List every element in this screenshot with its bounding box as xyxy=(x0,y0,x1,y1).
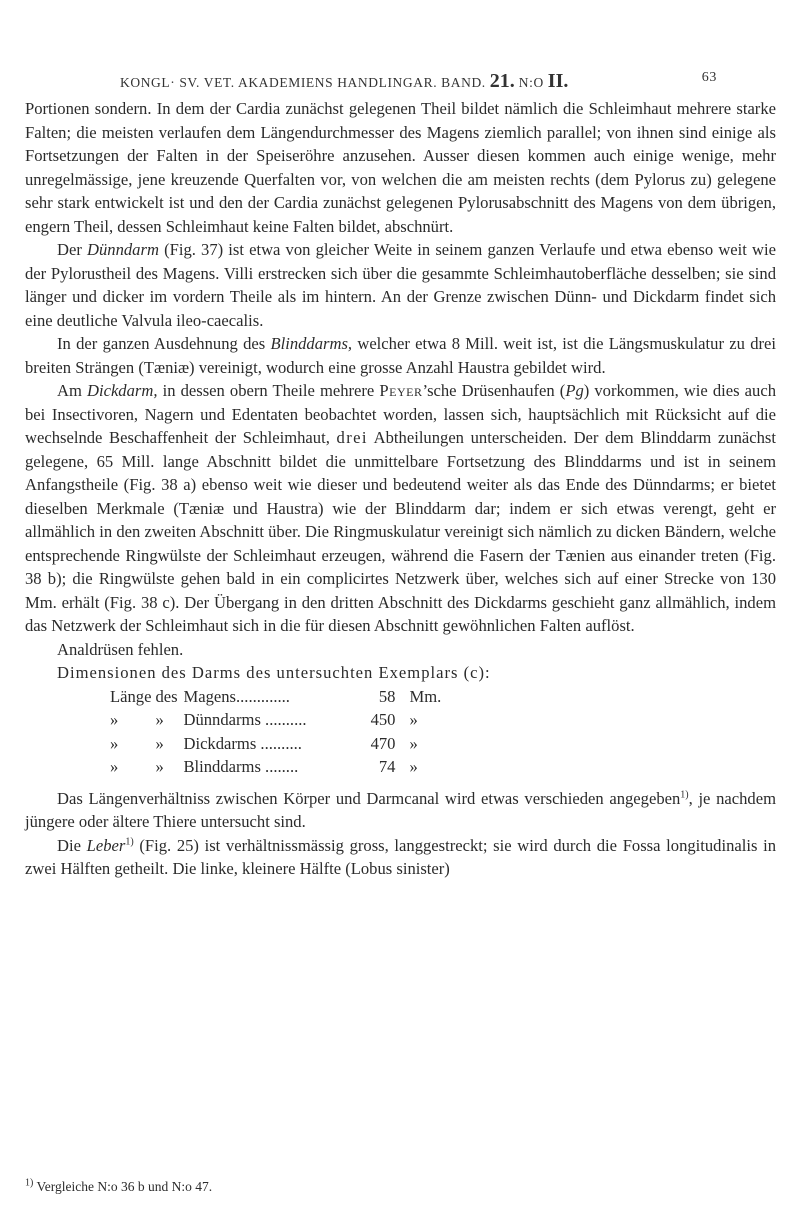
dim-value: 450 xyxy=(370,710,396,729)
paragraph-leber xyxy=(25,834,776,881)
dim-label: Blinddarms ........ xyxy=(183,757,299,776)
spaced-word-drei: drei xyxy=(336,428,368,447)
dim-label: Magens............. xyxy=(183,686,290,706)
dim-value: 470 xyxy=(370,733,396,753)
running-head-text: KONGL· SV. VET. AKADEMIENS HANDLINGAR. BAND. xyxy=(120,75,486,90)
term-duenndarm: Dünndarm xyxy=(87,240,159,259)
dim-unit: Mm. xyxy=(409,686,442,706)
dim-unit: » xyxy=(409,710,418,729)
text-run: Abtheilungen unterscheiden. Der dem Blinddarm zunächst gelegene, 65 Mill. lange Abschnitt bildet die unmittelbare Fortsetzung des Blinddarms und ist in seinem Anfangstheile (Fig. 38 a) ebenso weit wie dieser und bedeutend weiter als das Ende des Dünndarms; er bietet dieselben Merkmale (Tæniæ und Haustra) wie der Blinddarm dar; indem er sich etwas verengt, geht er allmählich in den zweiten Abschnitt über. Die Ringmuskulatur vereinigt sich nämlich zu dicken Bändern, welche entsprechende Ringwülste der Schleimhaut erzeugen, während die Fasern der Tænien aus einander treten (Fig. 38 b); die Ringwülste gehen bald in ein complicirtes Netzwerk über, welches sich auf einer Strecke von 130 Mm. erhält (Fig. 38 c). Der Übergang in den dritten Abschnitt des Dickdarms geschieht ganz allmählich, indem das Netzwerk der Schleimhaut sich in die für diesen Abschnitt gewöhnlichen Falten auflöst. xyxy=(25,428,777,635)
body-text xyxy=(25,97,776,881)
term-blinddarm: Blinddarms, xyxy=(270,334,353,353)
text-run: ) vorkommen, wie dies auch bei Insectivoren, Nagern und Edentaten beobachtet worden, lassen sich, hauptsächlich mit Rücksicht auf die wechselnde Beschaffenheit der Schleimhaut, xyxy=(25,381,776,447)
dim-qualifier: » xyxy=(110,710,119,729)
footnote-mark: 1) xyxy=(25,1177,34,1189)
footnote-reference[interactable]: 1) xyxy=(125,835,134,847)
paragraph-blinddarm xyxy=(25,332,776,379)
text-run: Der xyxy=(57,240,88,259)
running-header xyxy=(120,66,717,90)
paragraph-dickdarm xyxy=(25,379,776,638)
paragraph-duenndarm xyxy=(25,238,776,332)
dim-label: Dünndarms .......... xyxy=(183,710,307,729)
figure-label-pg: Pg xyxy=(565,381,584,400)
author-name-peyer: Peyer xyxy=(379,381,423,400)
footnote-text: Vergleiche N:o 36 b und N:o 47. xyxy=(33,1179,213,1194)
table-row xyxy=(110,755,453,779)
text-run: , je nachdem jüngere oder ältere Thiere untersucht sind. xyxy=(25,788,776,831)
dimensions-heading: Dimensionen des Darms des untersuchten Exemplars (c): xyxy=(57,663,491,682)
running-head xyxy=(120,70,568,93)
text-run: Am xyxy=(57,381,87,400)
text-run: Die xyxy=(57,835,87,855)
dim-unit: » xyxy=(409,757,418,776)
text-run: In der ganzen Ausdehnung des xyxy=(57,334,271,353)
dim-qualifier: des xyxy=(155,686,178,706)
table-row xyxy=(110,685,453,709)
volume-number: 21. xyxy=(489,70,515,92)
dim-qualifier: » xyxy=(155,710,164,729)
dimensions-table xyxy=(110,685,453,779)
dim-value: 74 xyxy=(378,757,396,776)
dim-label: Dickdarms .......... xyxy=(183,733,302,753)
dim-qualifier: Länge xyxy=(110,686,152,706)
text-run: (Fig. 37) ist etwa von gleicher Weite in seinem ganzen Verlaufe und etwa ebenso weit wie der Pylorustheil des Magens. Villi erstrecken sich über die gesammte Schleimhautoberfläche desselben; sie sind länger und dicker im vordern Theile als im hintern. An der Grenze zwischen Dünn- und Dickdarm findet sich eine deutliche Valvula ileo-caecalis. xyxy=(25,240,776,330)
paragraph-laengenverhaeltniss xyxy=(25,787,776,834)
footnote xyxy=(25,1178,212,1196)
table-row xyxy=(110,732,453,756)
number-label: N:O xyxy=(518,75,544,90)
paragraph-analdruesen: Analdrüsen fehlen. xyxy=(57,639,184,659)
dim-value: 58 xyxy=(378,686,396,706)
dim-unit: » xyxy=(409,733,418,753)
dim-qualifier: » xyxy=(110,757,119,776)
term-leber: Leber xyxy=(86,835,126,855)
dim-qualifier: » xyxy=(110,733,119,753)
text-run: ’sche Drüsenhaufen ( xyxy=(422,381,566,400)
term-dickdarm: Dickdarm, xyxy=(86,381,158,400)
dim-qualifier: » xyxy=(155,733,164,753)
text-run: welcher etwa 8 Mill. weit ist, ist die Längsmuskulatur zu drei breiten Strängen (Tæniæ) vereinigt, wodurch eine grosse Anzahl Haustra gebildet wird. xyxy=(25,334,776,377)
text-run: (Fig. 25) ist verhältnissmässig gross, langgestreckt; sie wird durch die Fossa longitudinalis in zwei Hälften getheilt. Die linke, kleinere Hälfte (Lobus sinister) xyxy=(25,835,776,878)
dim-qualifier: » xyxy=(155,757,164,776)
text-run: Das Längenverhältniss zwischen Körper und Darmcanal wird etwas verschieden angegeben xyxy=(57,788,681,808)
issue-number: II. xyxy=(547,70,569,92)
table-row xyxy=(110,708,453,732)
page-number: 63 xyxy=(701,70,717,85)
paragraph-magen: Portionen sondern. In dem der Cardia zunächst gelegenen Theil bildet nämlich die Schleimhaut mehrere starke Falten; die meisten verlaufen dem Längendurchmesser des Magens ziemlich parallel; von ihnen sind einige als Fortsetzungen der Falten in der Speiseröhre anzusehen. Ausser diesen kommen auch einige wenige, mehr unregelmässige, jene kreuzende Querfalten vor, von welchen die am meisten rechts (dem Pylorus zu) gelegene sehr stark entwickelt ist und den der Cardia zunächst gelegenen Pylorusabschnitt des Magens von dem übrigen, engern Theil, dessen Schleimhaut keine Falten bildet, abschnürt. xyxy=(25,99,776,236)
text-run: in dessen obern Theile mehrere xyxy=(157,381,380,400)
footnote-reference[interactable]: 1) xyxy=(680,788,689,800)
